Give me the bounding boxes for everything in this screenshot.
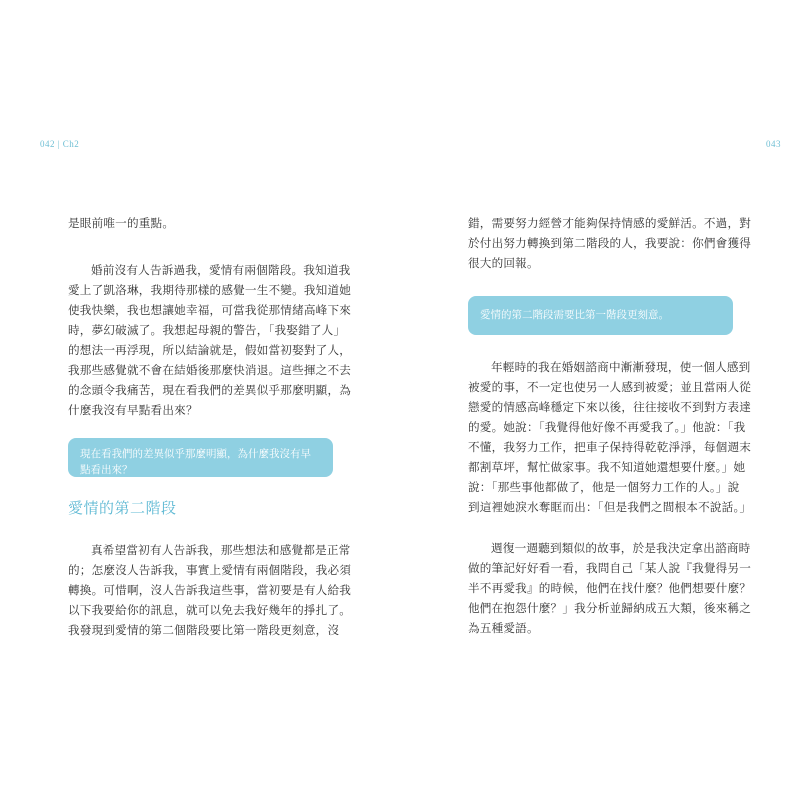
left-paragraph-2 (68, 260, 352, 420)
running-head-left: 042 | Ch2 (40, 139, 80, 149)
text-line: 於付出努力轉換到第二階段的人，我要說：你們會獲得 (468, 236, 752, 250)
text-line: 週復一週聽到類似的故事，於是我決定拿出諮商時 (491, 541, 751, 555)
paragraph (468, 538, 752, 638)
text-line: 我那些感覺就不會在結婚後那麼快消退。這些揮之不去 (68, 363, 352, 377)
text-line: 是眼前唯一的重點。 (68, 216, 175, 230)
text-line: 他們在抱怨什麼？」我分析並歸納成五大類，後來稱之 (468, 601, 752, 615)
text-line: 愛上了凱洛琳，我期待那樣的感覺一生不變。我知道她 (68, 283, 352, 297)
text-line: 做的筆記好好看一看，我問自己「某人說『我覺得另一 (468, 561, 752, 575)
text-line: 真希望當初有人告訴我，那些想法和感覺都是正常 (91, 543, 351, 557)
callout-box-left: 現在看我們的差異似乎那麼明顯，為什麼我沒有早點看出來？ (68, 438, 333, 477)
text-line: 什麼我沒有早點看出來？ (68, 403, 198, 417)
text-line: 的愛。她說：「我覺得他好像不再愛我了。」他說：「我 (468, 420, 746, 434)
text-line: 到這裡她淚水奪眶而出：「但是我們之間根本不說話。」 (468, 500, 752, 514)
text-line: 戀愛的情感高峰穩定下來以後，往往接收不到對方表達 (468, 400, 752, 414)
paragraph (68, 540, 352, 640)
right-paragraph-1 (468, 213, 752, 273)
paragraph (468, 213, 752, 273)
left-paragraph-3 (68, 540, 352, 640)
text-line: 以下我要給你的訊息，就可以免去我好幾年的掙扎了。 (68, 603, 352, 617)
text-line: 錯，需要努力經營才能夠保持情感的愛鮮活。不過，對 (468, 216, 752, 230)
text-line: 都割草坪，幫忙做家事。我不知道她還想要什麼。」她 (468, 460, 746, 474)
text-line: 我發現到愛情的第二個階段要比第一階段更刻意，沒 (68, 623, 340, 637)
text-line: 的；怎麼沒人告訴我，事實上愛情有兩個階段，我必須 (68, 563, 352, 577)
text-line: 轉換。可惜啊，沒人告訴我這些事，當初要是有人給我 (68, 583, 352, 597)
running-head-right: 043 (766, 139, 781, 149)
text-line: 說：「那些事他都做了，他是一個努力工作的人。」說 (468, 480, 740, 494)
text-line: 的想法一再浮現，所以結論就是，假如當初娶對了人， (68, 343, 352, 357)
section-heading: 愛情的第二階段 (68, 499, 177, 517)
text-line: 不懂，我努力工作，把車子保持得乾乾淨淨，每個週末 (468, 440, 752, 454)
text-line: 很大的回報。 (468, 256, 539, 270)
left-paragraph-1 (68, 213, 333, 233)
text-line: 為五種愛語。 (468, 621, 539, 635)
paragraph (68, 213, 333, 233)
right-paragraph-2 (468, 357, 752, 517)
callout-box-right: 愛情的第二階段需要比第一階段更刻意。 (468, 296, 733, 335)
text-line: 被愛的事，不一定也使另一人感到被愛；並且當兩人從 (468, 380, 752, 394)
paragraph (68, 260, 352, 420)
right-page (400, 0, 800, 800)
right-paragraph-3 (468, 538, 752, 638)
text-line: 半不再愛我』的時候，他們在找什麼？他們想要什麼？ (468, 581, 752, 595)
text-line: 的念頭令我痛苦，現在看我們的差異似乎那麼明顯，為 (68, 383, 352, 397)
text-line: 使我快樂，我也想讓她幸福，可當我從那情緒高峰下來 (68, 303, 352, 317)
text-line: 婚前沒有人告訴過我，愛情有兩個階段。我知道我 (91, 263, 351, 277)
text-line: 年輕時的我在婚姻諮商中漸漸發現，使一個人感到 (491, 360, 751, 374)
text-line: 時，夢幻破滅了。我想起母親的警告，「我娶錯了人」 (68, 323, 346, 337)
paragraph (468, 357, 752, 517)
